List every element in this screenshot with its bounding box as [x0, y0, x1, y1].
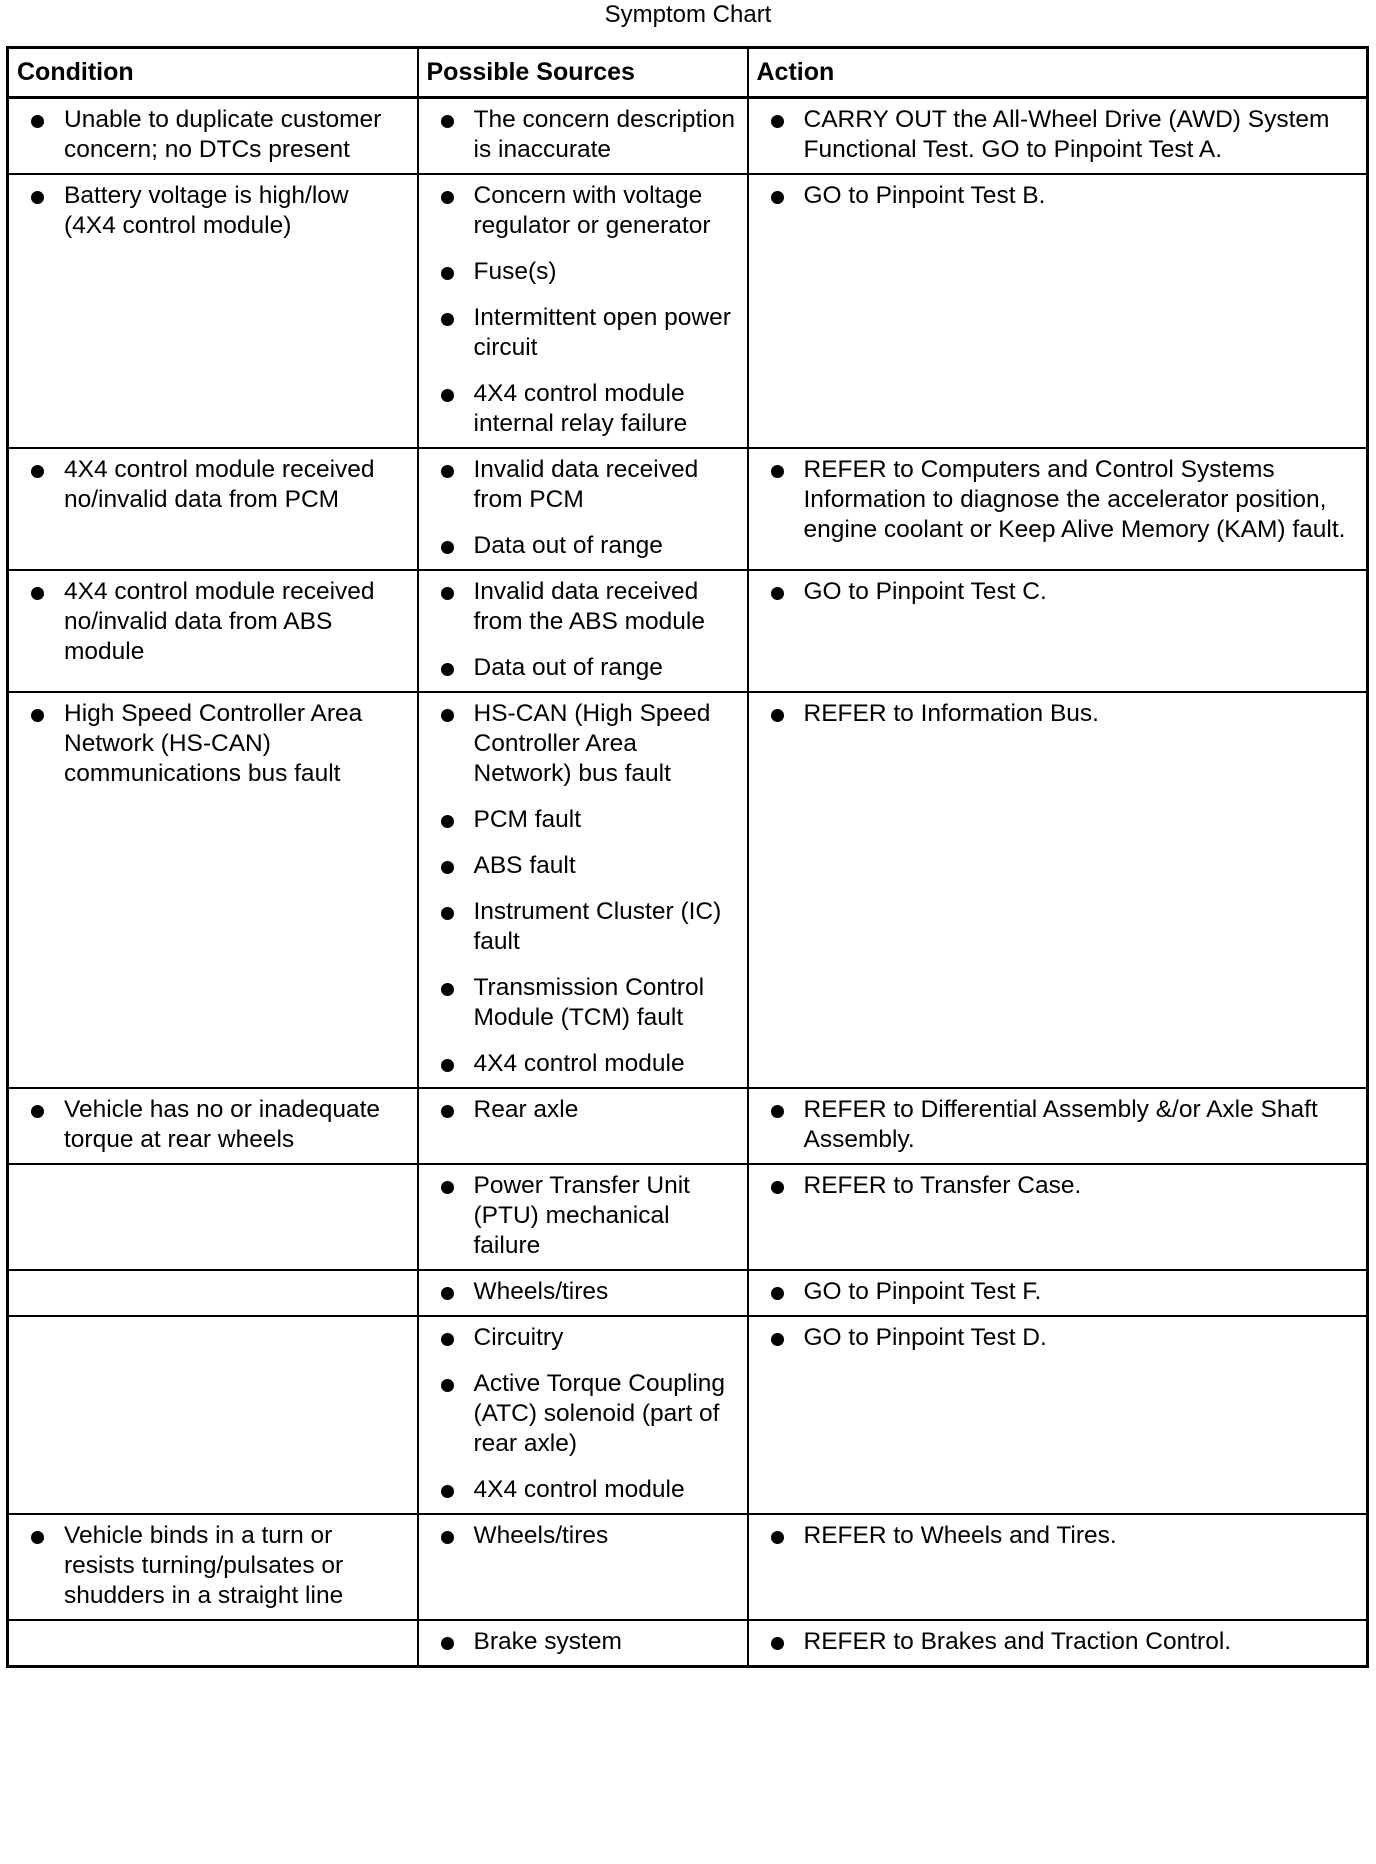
condition-cell [8, 1164, 418, 1270]
table-row [8, 1270, 1368, 1316]
condition-cell [8, 1088, 418, 1164]
bullet-item [771, 1627, 1357, 1657]
bullet-dot-icon [771, 1637, 784, 1650]
bullet-item [771, 455, 1357, 545]
bullet-list [441, 1171, 737, 1261]
bullet-list [441, 1627, 737, 1657]
action-cell [748, 1164, 1368, 1270]
bullet-list [31, 1095, 407, 1155]
possible-sources-cell [418, 570, 748, 692]
bullet-item [441, 851, 737, 881]
bullet-dot-icon [441, 115, 454, 128]
bullet-text: 4X4 control module [473, 1050, 685, 1077]
bullet-item [441, 1095, 737, 1125]
condition-cell [8, 174, 418, 448]
bullet-dot-icon [441, 1287, 454, 1300]
header-row [8, 48, 1368, 98]
bullet-text: Unable to duplicate customer concern; no DTCs present [64, 106, 382, 163]
bullet-item [771, 181, 1357, 211]
table-row [8, 692, 1368, 1088]
bullet-dot-icon [441, 983, 454, 996]
bullet-text: Brake system [473, 1628, 622, 1655]
bullet-dot-icon [31, 1531, 44, 1544]
bullet-text: 4X4 control module received no/invalid data from PCM [64, 456, 375, 513]
bullet-dot-icon [441, 1531, 454, 1544]
bullet-dot-icon [771, 1531, 784, 1544]
bullet-list [771, 105, 1357, 165]
bullet-list [441, 699, 737, 1079]
bullet-item [31, 1095, 407, 1155]
bullet-item [31, 1521, 407, 1611]
bullet-item [441, 1475, 737, 1505]
bullet-dot-icon [441, 587, 454, 600]
bullet-dot-icon [441, 191, 454, 204]
possible-sources-cell [418, 98, 748, 175]
bullet-item [771, 1095, 1357, 1155]
bullet-item [31, 105, 407, 165]
bullet-dot-icon [31, 191, 44, 204]
bullet-dot-icon [771, 191, 784, 204]
bullet-list [441, 181, 737, 439]
bullet-item [31, 577, 407, 667]
bullet-dot-icon [441, 663, 454, 676]
bullet-item [441, 805, 737, 835]
bullet-text: Intermittent open power circuit [473, 304, 731, 361]
bullet-list [441, 577, 737, 683]
bullet-list [441, 1277, 737, 1307]
bullet-item [441, 1049, 737, 1079]
bullet-dot-icon [31, 115, 44, 128]
bullet-dot-icon [441, 1637, 454, 1650]
action-cell [748, 1316, 1368, 1514]
action-cell [748, 692, 1368, 1088]
possible-sources-cell [418, 448, 748, 570]
bullet-text: HS-CAN (High Speed Controller Area Network) bus fault [473, 700, 711, 787]
bullet-text: Rear axle [473, 1096, 579, 1123]
bullet-item [441, 1171, 737, 1261]
bullet-dot-icon [441, 1181, 454, 1194]
bullet-dot-icon [441, 465, 454, 478]
table-row [8, 1088, 1368, 1164]
bullet-dot-icon [31, 709, 44, 722]
bullet-dot-icon [441, 313, 454, 326]
action-cell [748, 1270, 1368, 1316]
bullet-item [31, 699, 407, 789]
bullet-dot-icon [771, 1181, 784, 1194]
bullet-list [441, 1521, 737, 1551]
bullet-dot-icon [441, 907, 454, 920]
bullet-dot-icon [441, 389, 454, 402]
bullet-text: Data out of range [473, 532, 663, 559]
action-cell [748, 174, 1368, 448]
bullet-item [441, 105, 737, 165]
bullet-dot-icon [771, 465, 784, 478]
bullet-dot-icon [771, 709, 784, 722]
bullet-text: Instrument Cluster (IC) fault [473, 898, 722, 955]
possible-sources-cell [418, 1316, 748, 1514]
bullet-text: REFER to Differential Assembly &/or Axle Shaft Assembly. [803, 1096, 1318, 1153]
possible-sources-cell [418, 692, 748, 1088]
condition-cell [8, 1270, 418, 1316]
bullet-text: REFER to Transfer Case. [803, 1172, 1082, 1199]
bullet-text: Concern with voltage regulator or generator [473, 182, 711, 239]
bullet-text: Wheels/tires [473, 1522, 609, 1549]
condition-cell [8, 1316, 418, 1514]
bullet-list [771, 1171, 1357, 1201]
bullet-item [441, 897, 737, 957]
bullet-list [771, 699, 1357, 729]
action-cell [748, 98, 1368, 175]
table-row [8, 1316, 1368, 1514]
possible-sources-cell [418, 174, 748, 448]
bullet-item [441, 455, 737, 515]
bullet-text: GO to Pinpoint Test D. [803, 1324, 1047, 1351]
bullet-item [771, 1277, 1357, 1307]
bullet-text: Active Torque Coupling (ATC) solenoid (part of rear axle) [473, 1370, 726, 1457]
bullet-item [441, 303, 737, 363]
bullet-item [441, 1323, 737, 1353]
bullet-item [441, 1369, 737, 1459]
possible-sources-cell [418, 1088, 748, 1164]
bullet-item [441, 577, 737, 637]
action-cell [748, 1514, 1368, 1620]
bullet-list [31, 455, 407, 515]
bullet-item [771, 105, 1357, 165]
bullet-dot-icon [771, 587, 784, 600]
bullet-text: Data out of range [473, 654, 663, 681]
bullet-text: High Speed Controller Area Network (HS-CAN) communications bus fault [64, 700, 363, 787]
bullet-list [441, 1095, 737, 1125]
table-body [8, 98, 1368, 1667]
bullet-dot-icon [441, 1105, 454, 1118]
condition-cell [8, 570, 418, 692]
possible-sources-cell [418, 1620, 748, 1667]
bullet-list [441, 455, 737, 561]
table-row [8, 98, 1368, 175]
bullet-dot-icon [771, 115, 784, 128]
bullet-item [771, 1323, 1357, 1353]
bullet-list [771, 577, 1357, 607]
bullet-dot-icon [441, 267, 454, 280]
bullet-text: Circuitry [473, 1324, 564, 1351]
bullet-dot-icon [31, 465, 44, 478]
bullet-text: PCM fault [473, 806, 582, 833]
bullet-item [31, 455, 407, 515]
condition-cell [8, 1514, 418, 1620]
bullet-text: REFER to Computers and Control Systems Information to diagnose the accelerator position, engine coolant or Keep Alive Memory (KAM) fault. [803, 456, 1346, 543]
bullet-dot-icon [441, 1059, 454, 1072]
bullet-text: 4X4 control module received no/invalid data from ABS module [64, 578, 375, 665]
bullet-item [31, 181, 407, 241]
table-row [8, 570, 1368, 692]
possible-sources-cell [418, 1270, 748, 1316]
condition-cell [8, 1620, 418, 1667]
bullet-text: 4X4 control module [473, 1476, 685, 1503]
action-cell [748, 448, 1368, 570]
bullet-list [31, 181, 407, 241]
bullet-item [771, 577, 1357, 607]
bullet-item [441, 973, 737, 1033]
symptom-table [6, 46, 1369, 1668]
bullet-text: Transmission Control Module (TCM) fault [473, 974, 705, 1031]
bullet-list [771, 181, 1357, 211]
bullet-text: The concern description is inaccurate [473, 106, 735, 163]
bullet-item [441, 1521, 737, 1551]
bullet-list [771, 455, 1357, 545]
table-row [8, 448, 1368, 570]
bullet-dot-icon [31, 587, 44, 600]
possible-sources-cell [418, 1164, 748, 1270]
bullet-list [771, 1277, 1357, 1307]
bullet-dot-icon [771, 1287, 784, 1300]
condition-cell [8, 448, 418, 570]
bullet-list [441, 105, 737, 165]
header-condition: Condition [8, 48, 418, 98]
bullet-text: ABS fault [473, 852, 576, 879]
bullet-list [31, 105, 407, 165]
condition-cell [8, 98, 418, 175]
bullet-text: CARRY OUT the All-Wheel Drive (AWD) System Functional Test. GO to Pinpoint Test A. [803, 106, 1330, 163]
bullet-text: 4X4 control module internal relay failure [473, 380, 688, 437]
bullet-text: REFER to Brakes and Traction Control. [803, 1628, 1232, 1655]
bullet-text: Battery voltage is high/low (4X4 control module) [64, 182, 349, 239]
bullet-dot-icon [441, 1485, 454, 1498]
bullet-text: Fuse(s) [473, 258, 557, 285]
page-title: Symptom Chart [604, 1, 772, 28]
bullet-text: GO to Pinpoint Test B. [803, 182, 1046, 209]
bullet-text: Invalid data received from PCM [473, 456, 699, 513]
bullet-text: REFER to Wheels and Tires. [803, 1522, 1117, 1549]
header-possible-sources: Possible Sources [418, 48, 748, 98]
action-cell [748, 1620, 1368, 1667]
bullet-text: Vehicle binds in a turn or resists turning/pulsates or shudders in a straight line [64, 1522, 344, 1609]
action-cell [748, 570, 1368, 692]
bullet-item [441, 1627, 737, 1657]
bullet-list [441, 1323, 737, 1505]
bullet-text: Power Transfer Unit (PTU) mechanical failure [473, 1172, 690, 1259]
bullet-list [31, 1521, 407, 1611]
bullet-dot-icon [441, 861, 454, 874]
table-row [8, 1620, 1368, 1667]
bullet-dot-icon [441, 1379, 454, 1392]
action-cell [748, 1088, 1368, 1164]
bullet-item [441, 699, 737, 789]
bullet-item [441, 1277, 737, 1307]
bullet-text: Vehicle has no or inadequate torque at rear wheels [64, 1096, 381, 1153]
table-row [8, 1514, 1368, 1620]
bullet-text: Wheels/tires [473, 1278, 609, 1305]
bullet-item [441, 257, 737, 287]
bullet-list [771, 1095, 1357, 1155]
bullet-item [771, 1521, 1357, 1551]
bullet-dot-icon [441, 541, 454, 554]
header-action: Action [748, 48, 1368, 98]
bullet-list [771, 1323, 1357, 1353]
bullet-list [771, 1627, 1357, 1657]
bullet-item [771, 1171, 1357, 1201]
bullet-dot-icon [441, 1333, 454, 1346]
bullet-list [31, 699, 407, 789]
bullet-text: REFER to Information Bus. [803, 700, 1099, 727]
bullet-item [441, 181, 737, 241]
bullet-dot-icon [31, 1105, 44, 1118]
bullet-text: Invalid data received from the ABS module [473, 578, 706, 635]
table-row [8, 1164, 1368, 1270]
bullet-dot-icon [771, 1333, 784, 1346]
bullet-dot-icon [441, 815, 454, 828]
bullet-dot-icon [771, 1105, 784, 1118]
bullet-item [771, 699, 1357, 729]
bullet-list [31, 577, 407, 667]
bullet-item [441, 653, 737, 683]
condition-cell [8, 692, 418, 1088]
bullet-item [441, 531, 737, 561]
possible-sources-cell [418, 1514, 748, 1620]
bullet-list [771, 1521, 1357, 1551]
table-row [8, 174, 1368, 448]
bullet-dot-icon [441, 709, 454, 722]
bullet-text: GO to Pinpoint Test F. [803, 1278, 1042, 1305]
bullet-item [441, 379, 737, 439]
bullet-text: GO to Pinpoint Test C. [803, 578, 1047, 605]
